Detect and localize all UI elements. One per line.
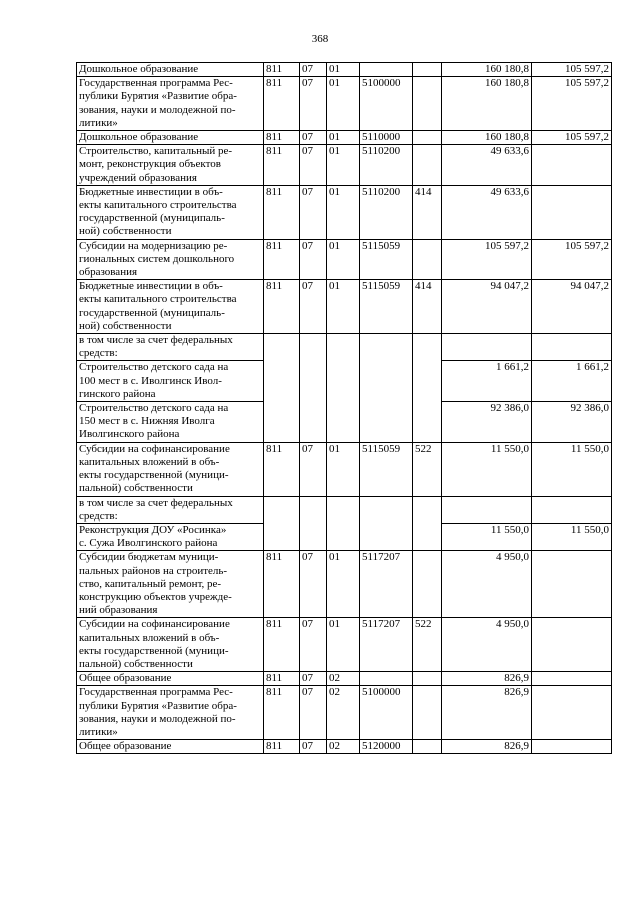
row-amount-1: 49 633,6 xyxy=(442,185,532,239)
row-expense-type-code: 522 xyxy=(413,442,442,496)
row-amount-2: 105 597,2 xyxy=(532,131,612,145)
row-amount-1: 105 597,2 xyxy=(442,239,532,280)
row-amount-1: 92 386,0 xyxy=(442,402,532,443)
row-ved-code: 811 xyxy=(264,185,300,239)
row-amount-2 xyxy=(532,551,612,618)
table-row xyxy=(77,740,612,754)
row-subsection-code: 01 xyxy=(327,551,360,618)
row-ved-code: 811 xyxy=(264,672,300,686)
table-row xyxy=(77,442,612,496)
row-ved-code: 811 xyxy=(264,131,300,145)
row-expense-type-code xyxy=(413,686,442,740)
row-name: Субсидии на модернизацию ре- гиональных систем дошкольного образования xyxy=(77,239,264,280)
merged-empty-cell xyxy=(264,496,300,551)
row-amount-2 xyxy=(532,145,612,186)
row-target-article-code: 5115059 xyxy=(360,239,413,280)
row-ved-code: 811 xyxy=(264,618,300,672)
row-subsection-code: 01 xyxy=(327,63,360,77)
row-subsection-code: 01 xyxy=(327,239,360,280)
table-row xyxy=(77,672,612,686)
row-target-article-code: 5117207 xyxy=(360,618,413,672)
row-amount-2: 105 597,2 xyxy=(532,77,612,131)
table-row xyxy=(77,496,612,523)
row-ved-code: 811 xyxy=(264,740,300,754)
row-amount-2: 11 550,0 xyxy=(532,442,612,496)
row-amount-2: 11 550,0 xyxy=(532,523,612,550)
row-name: Субсидии бюджетам муници- пальных районов на строитель- ство, капитальный ремонт, ре- конструкцию объектов учрежде- ний образования xyxy=(77,551,264,618)
merged-empty-cell xyxy=(360,334,413,443)
row-subsection-code: 01 xyxy=(327,145,360,186)
row-subsection-code: 01 xyxy=(327,618,360,672)
row-ved-code: 811 xyxy=(264,442,300,496)
row-section-code: 07 xyxy=(300,551,327,618)
row-section-code: 07 xyxy=(300,239,327,280)
row-target-article-code: 5120000 xyxy=(360,740,413,754)
row-amount-1: 826,9 xyxy=(442,672,532,686)
row-target-article-code: 5100000 xyxy=(360,686,413,740)
merged-empty-cell xyxy=(300,334,327,443)
table-row xyxy=(77,131,612,145)
row-name: Общее образование xyxy=(77,672,264,686)
row-section-code: 07 xyxy=(300,740,327,754)
table-row xyxy=(77,239,612,280)
row-section-code: 07 xyxy=(300,63,327,77)
row-amount-1: 1 661,2 xyxy=(442,361,532,402)
row-target-article-code xyxy=(360,672,413,686)
row-name: Дошкольное образование xyxy=(77,63,264,77)
row-amount-1: 160 180,8 xyxy=(442,131,532,145)
merged-empty-cell xyxy=(413,496,442,551)
row-amount-1: 94 047,2 xyxy=(442,280,532,334)
row-name: Строительство детского сада на 150 мест в с. Нижняя Иволга Иволгинского района xyxy=(77,402,264,443)
row-section-code: 07 xyxy=(300,77,327,131)
row-target-article-code: 5110000 xyxy=(360,131,413,145)
row-amount-2 xyxy=(532,496,612,523)
row-name: Строительство, капитальный ре- монт, реконструкция объектов учреждений образования xyxy=(77,145,264,186)
row-amount-1: 4 950,0 xyxy=(442,618,532,672)
row-ved-code: 811 xyxy=(264,239,300,280)
row-amount-1 xyxy=(442,496,532,523)
row-expense-type-code xyxy=(413,672,442,686)
row-expense-type-code xyxy=(413,131,442,145)
row-amount-1: 826,9 xyxy=(442,686,532,740)
table-row xyxy=(77,686,612,740)
row-subsection-code: 02 xyxy=(327,672,360,686)
row-amount-2: 1 661,2 xyxy=(532,361,612,402)
table-row xyxy=(77,334,612,361)
row-subsection-code: 02 xyxy=(327,686,360,740)
row-expense-type-code xyxy=(413,239,442,280)
row-expense-type-code: 414 xyxy=(413,280,442,334)
row-section-code: 07 xyxy=(300,442,327,496)
row-amount-1 xyxy=(442,334,532,361)
row-expense-type-code: 522 xyxy=(413,618,442,672)
row-name: Бюджетные инвестиции в объ- екты капитального строительства государственной (муниципаль- ной) собственности xyxy=(77,280,264,334)
row-subsection-code: 02 xyxy=(327,740,360,754)
row-name: Бюджетные инвестиции в объ- екты капитального строительства государственной (муниципаль- ной) собственности xyxy=(77,185,264,239)
table-row xyxy=(77,280,612,334)
row-amount-1: 160 180,8 xyxy=(442,63,532,77)
row-target-article-code: 5115059 xyxy=(360,442,413,496)
row-name: в том числе за счет федеральных средств: xyxy=(77,496,264,523)
row-target-article-code xyxy=(360,63,413,77)
row-amount-1: 160 180,8 xyxy=(442,77,532,131)
page-number: 368 xyxy=(311,33,329,45)
table-row xyxy=(77,185,612,239)
row-name: Государственная программа Рес- публики Бурятия «Развитие обра- зования, науки и молодежной по- литики» xyxy=(77,686,264,740)
row-subsection-code: 01 xyxy=(327,77,360,131)
row-target-article-code: 5110200 xyxy=(360,185,413,239)
table-row xyxy=(77,618,612,672)
row-section-code: 07 xyxy=(300,618,327,672)
row-ved-code: 811 xyxy=(264,77,300,131)
row-amount-2 xyxy=(532,334,612,361)
row-amount-2: 105 597,2 xyxy=(532,63,612,77)
table-row xyxy=(77,551,612,618)
row-amount-1: 4 950,0 xyxy=(442,551,532,618)
row-subsection-code: 01 xyxy=(327,185,360,239)
row-ved-code: 811 xyxy=(264,686,300,740)
row-name: Дошкольное образование xyxy=(77,131,264,145)
row-section-code: 07 xyxy=(300,131,327,145)
row-name: Строительство детского сада на 100 мест в с. Иволгинск Ивол- гинского района xyxy=(77,361,264,402)
table-row xyxy=(77,63,612,77)
merged-empty-cell xyxy=(264,334,300,443)
row-expense-type-code xyxy=(413,77,442,131)
row-section-code: 07 xyxy=(300,145,327,186)
row-expense-type-code: 414 xyxy=(413,185,442,239)
row-amount-2: 94 047,2 xyxy=(532,280,612,334)
merged-empty-cell xyxy=(327,334,360,443)
row-ved-code: 811 xyxy=(264,63,300,77)
table-row xyxy=(77,77,612,131)
row-name: Общее образование xyxy=(77,740,264,754)
row-amount-2: 105 597,2 xyxy=(532,239,612,280)
row-amount-1: 826,9 xyxy=(442,740,532,754)
row-ved-code: 811 xyxy=(264,280,300,334)
row-name: Реконструкция ДОУ «Росинка» с. Сужа Иволгинского района xyxy=(77,523,264,550)
row-target-article-code: 5100000 xyxy=(360,77,413,131)
row-name: Субсидии на софинансирование капитальных вложений в объ- екты государственной (муници- пальной) собственности xyxy=(77,618,264,672)
row-section-code: 07 xyxy=(300,185,327,239)
row-ved-code: 811 xyxy=(264,145,300,186)
row-section-code: 07 xyxy=(300,672,327,686)
row-target-article-code: 5110200 xyxy=(360,145,413,186)
row-section-code: 07 xyxy=(300,280,327,334)
row-subsection-code: 01 xyxy=(327,131,360,145)
row-subsection-code: 01 xyxy=(327,442,360,496)
row-amount-2 xyxy=(532,185,612,239)
row-expense-type-code xyxy=(413,551,442,618)
merged-empty-cell xyxy=(413,334,442,443)
row-section-code: 07 xyxy=(300,686,327,740)
row-name: Государственная программа Рес- публики Бурятия «Развитие обра- зования, науки и молодежной по- литики» xyxy=(77,77,264,131)
merged-empty-cell xyxy=(327,496,360,551)
budget-table xyxy=(76,62,612,754)
row-amount-1: 11 550,0 xyxy=(442,523,532,550)
merged-empty-cell xyxy=(300,496,327,551)
budget-table-body xyxy=(77,63,612,754)
row-amount-2 xyxy=(532,672,612,686)
row-target-article-code: 5117207 xyxy=(360,551,413,618)
row-subsection-code: 01 xyxy=(327,280,360,334)
row-name: в том числе за счет федеральных средств: xyxy=(77,334,264,361)
row-amount-2 xyxy=(532,686,612,740)
row-amount-2: 92 386,0 xyxy=(532,402,612,443)
row-amount-1: 11 550,0 xyxy=(442,442,532,496)
merged-empty-cell xyxy=(360,496,413,551)
row-expense-type-code xyxy=(413,63,442,77)
table-row xyxy=(77,145,612,186)
row-amount-1: 49 633,6 xyxy=(442,145,532,186)
row-amount-2 xyxy=(532,740,612,754)
row-amount-2 xyxy=(532,618,612,672)
row-ved-code: 811 xyxy=(264,551,300,618)
row-target-article-code: 5115059 xyxy=(360,280,413,334)
row-expense-type-code xyxy=(413,740,442,754)
row-name: Субсидии на софинансирование капитальных вложений в объ- екты государственной (муници- пальной) собственности xyxy=(77,442,264,496)
row-expense-type-code xyxy=(413,145,442,186)
